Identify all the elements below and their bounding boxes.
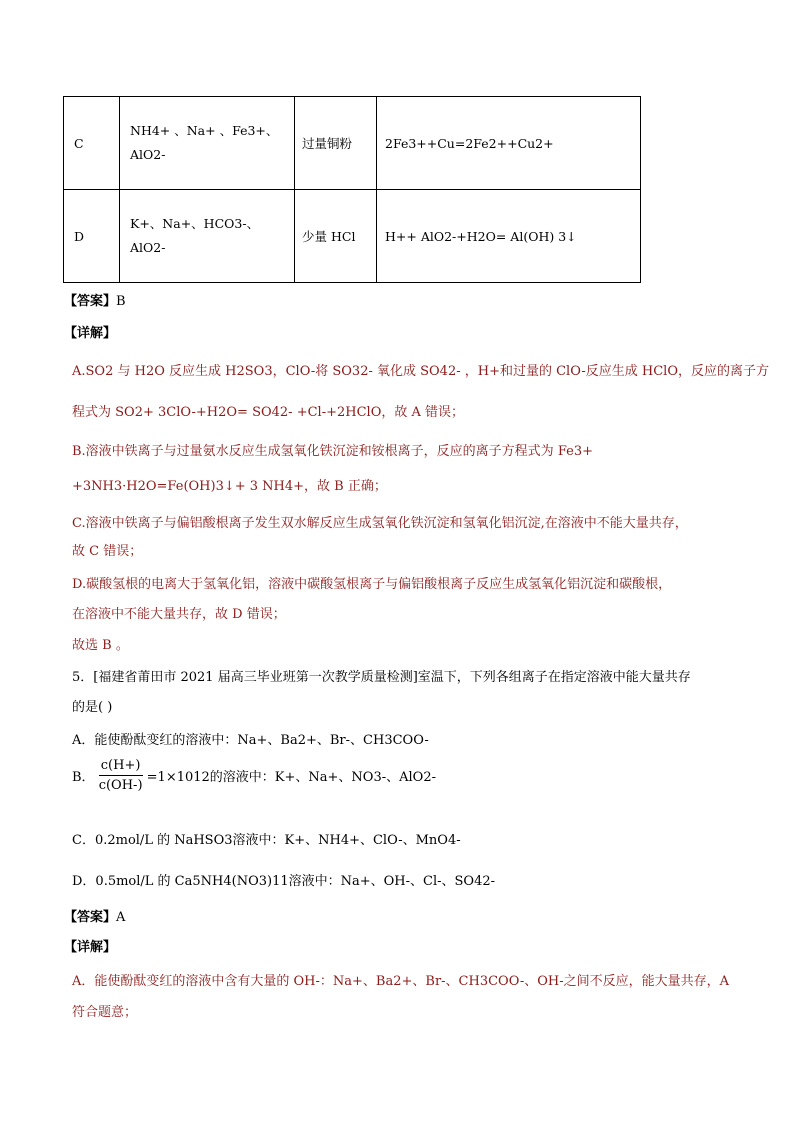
explain-c-line1: C.溶液中铁离子与偏铝酸根离子发生双水解反应生成氢氧化铁沉淀和氢氧化铝沉淀,在溶液中不能大量共存， xyxy=(72,516,688,531)
ions-cell xyxy=(120,97,295,190)
detail-heading: 【详解】 xyxy=(64,940,117,955)
option-b-rest: =1×1012的溶液中：K+、Na+、NO3-、AlO2- xyxy=(146,770,436,785)
explain-d-line2: 在溶液中不能大量共存，故 D 错误； xyxy=(72,607,286,622)
table-row xyxy=(64,97,641,190)
explain-c-line2: 故 C 错误； xyxy=(72,544,143,559)
explain-a-line1: A.SO2 与 H2O 反应生成 H2SO3，ClO-将 SO32- 氧化成 SO42- ，H+和过量的 ClO-反应生成 HClO，反应的离子方 xyxy=(72,364,769,379)
option-b-prefix: B． xyxy=(72,770,95,785)
option-c: C．0.2mol/L 的 NaHSO3溶液中：K+、NH4+、ClO-、MnO4- xyxy=(72,833,461,848)
answer-label: 【答案】 xyxy=(64,910,117,925)
answer-value: A xyxy=(116,910,126,925)
fraction-denominator: c(OH-) xyxy=(98,778,143,793)
ions-line: NH4+ 、Na+ 、Fe3+、 xyxy=(130,123,279,138)
equation-cell: 2Fe3++Cu=2Fe2++Cu2+ xyxy=(377,97,641,190)
explain2-line1: A．能使酚酞变红的溶液中含有大量的 OH-：Na+、Ba2+、Br-、CH3COO-、OH-之间不反应，能大量共存，A xyxy=(72,974,730,989)
option-a: A．能使酚酞变红的溶液中：Na+、Ba2+、Br-、CH3COO- xyxy=(72,733,429,748)
equation-cell: H++ AlO2-+H2O= Al(OH) 3↓ xyxy=(377,190,641,283)
explain-conclusion: 故选 B 。 xyxy=(72,638,129,653)
answer-label: 【答案】 xyxy=(64,294,117,309)
option-d: D．0.5mol/L 的 Ca5NH4(NO3)11溶液中：Na+、OH-、Cl-、SO42- xyxy=(72,874,496,889)
explain-b-line1: B.溶液中铁离子与过量氨水反应生成氢氧化铁沉淀和铵根离子，反应的离子方程式为 Fe3+ xyxy=(72,444,593,459)
fraction xyxy=(99,758,143,793)
ions-cell xyxy=(120,190,295,283)
option-cell: C xyxy=(64,97,120,190)
ions-line: AlO2- xyxy=(130,147,166,162)
option-b xyxy=(72,758,436,793)
question-stem-line1: 5．[福建省莆田市 2021 届高三毕业班第一次教学质量检测]室温下，下列各组离子在指定溶液中能大量共存 xyxy=(72,670,691,685)
ion-table xyxy=(63,96,641,283)
answer-value: B xyxy=(116,294,126,309)
question-stem-line2: 的是( ) xyxy=(72,700,113,715)
answer-heading xyxy=(64,906,125,925)
option-cell: D xyxy=(64,190,120,283)
reagent-cell: 少量 HCl xyxy=(295,190,377,283)
table-row xyxy=(64,190,641,283)
explain2-line2: 符合题意； xyxy=(72,1005,138,1020)
fraction-numerator: c(H+) xyxy=(99,758,143,776)
explain-d-line1: D.碳酸氢根的电离大于氢氧化铝，溶液中碳酸氢根离子与偏铝酸根离子反应生成氢氧化铝沉淀和碳酸根， xyxy=(72,577,672,592)
explain-a-line2: 程式为 SO2+ 3ClO-+H2O= SO42- +Cl-+2HClO，故 A 错误； xyxy=(72,405,465,420)
reagent-cell: 过量铜粉 xyxy=(295,97,377,190)
answer-heading xyxy=(64,290,126,309)
detail-heading: 【详解】 xyxy=(64,326,117,341)
explain-b-line2: +3NH3·H2O=Fe(OH)3↓+ 3 NH4+，故 B 正确； xyxy=(72,479,387,494)
ions-line: AlO2- xyxy=(130,240,166,255)
ions-line: K+、Na+、HCO3-、 xyxy=(130,216,260,231)
